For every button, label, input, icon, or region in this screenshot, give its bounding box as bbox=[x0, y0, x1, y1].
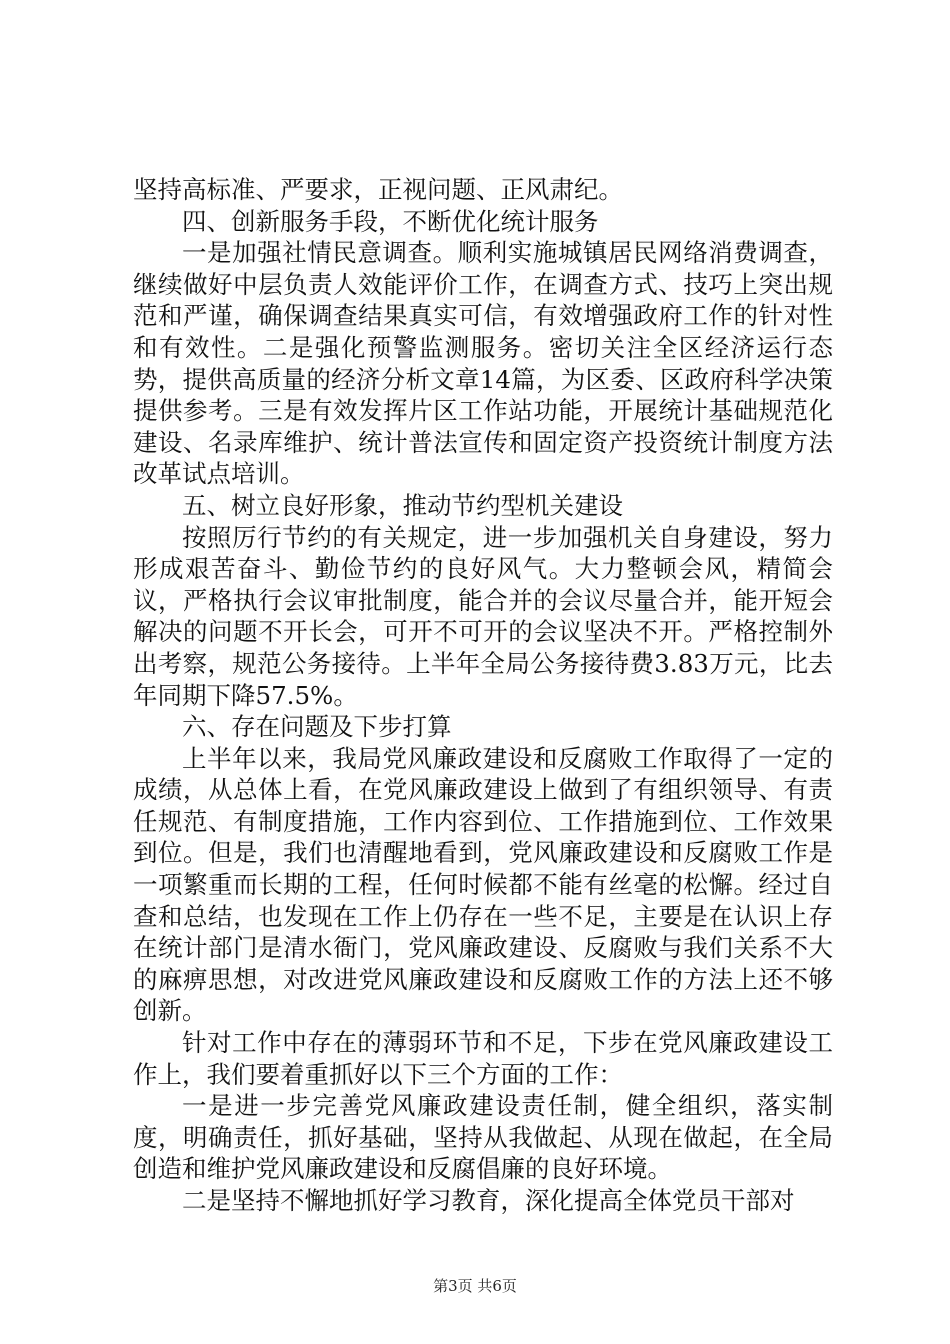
page-number-footer: 第3页 共6页 bbox=[433, 1277, 517, 1295]
paragraph-problems: 上半年以来，我局党风廉政建设和反腐败工作取得了一定的成绩，从总体上看，在党风廉政建设上做到了有组织领导、有责任规范、有制度措施，工作内容到位、工作措施到位、工作效果到位。但是，我们也清醒地看到，党风廉政建设和反腐败工作是一项繁重而长期的工程，任何时候都不能有丝毫的松懈。经过自查和总结，也发现在工作上仍存在一些不足，主要是在认识上存在统计部门是清水衙门，党风廉政建设、反腐败与我们关系不大的麻痹思想，对改进党风廉政建设和反腐败工作的方法上还不够创新。 bbox=[133, 743, 833, 1026]
section-heading-6: 六、存在问题及下步打算 bbox=[182, 712, 452, 742]
section-heading-5: 五、树立良好形象，推动节约型机关建设 bbox=[182, 490, 623, 520]
paragraph-frugality: 按照厉行节约的有关规定，进一步加强机关自身建设，努力形成艰苦奋斗、勤俭节约的良好风气。大力整顿会风，精简会议，严格执行会议审批制度，能合并的会议尽量合并，能开短会解决的问题不开长会，可开不可开的会议坚决不开。严格控制外出考察，规范公务接待。上半年全局公务接待费3.83万元，比去年同期下降57.5%。 bbox=[133, 522, 833, 710]
paragraph-statistics-service: 一是加强社情民意调查。顺利实施城镇居民网络消费调查，继续做好中层负责人效能评价工作，在调查方式、技巧上突出规范和严谨，确保调查结果真实可信，有效增强政府工作的针对性和有效性。二是强化预警监测服务。密切关注全区经济运行态势，提供高质量的经济分析文章14篇，为区委、区政府科学决策提供参考。三是有效发挥片区工作站功能，开展统计基础规范化建设、名录库维护、统计普法宣传和固定资产投资统计制度方法改革试点培训。 bbox=[133, 238, 833, 489]
section-heading-4: 四、创新服务手段，不断优化统计服务 bbox=[182, 206, 599, 236]
paragraph-continuation: 坚持高标准、严要求，正视问题、正风肃纪。 bbox=[133, 175, 623, 204]
document-body bbox=[133, 174, 833, 1217]
paragraph-next-steps-intro: 针对工作中存在的薄弱环节和不足，下步在党风廉政建设工作上，我们要着重抓好以下三个方面的工作： bbox=[133, 1028, 833, 1089]
paragraph-next-step-2: 二是坚持不懈地抓好学习教育，深化提高全体党员干部对 bbox=[182, 1186, 795, 1215]
paragraph-next-step-1: 一是进一步完善党风廉政建设责任制，健全组织，落实制度，明确责任，抓好基础，坚持从我做起、从现在做起，在全局创造和维护党风廉政建设和反腐倡廉的良好环境。 bbox=[133, 1091, 833, 1184]
